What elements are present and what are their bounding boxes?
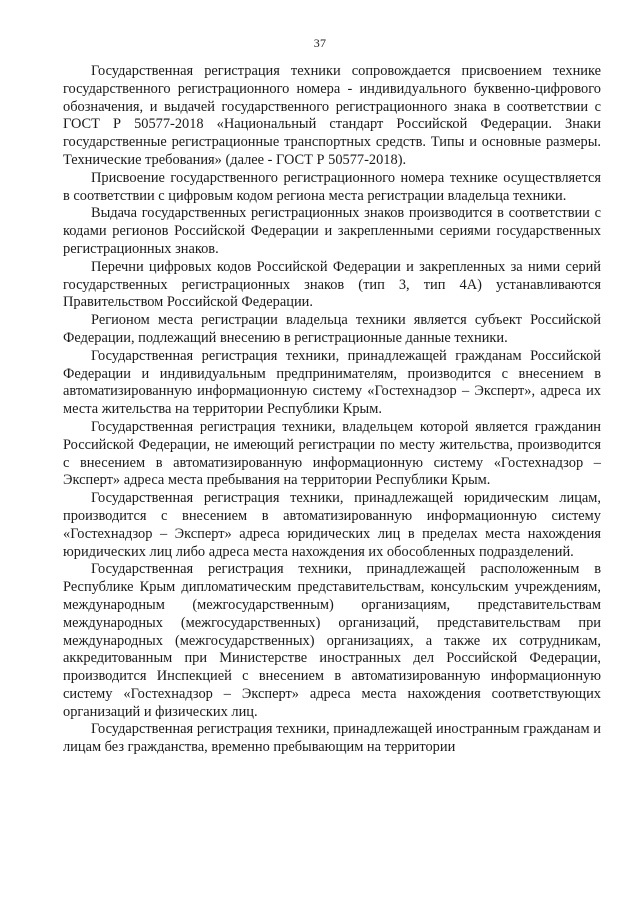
document-body bbox=[63, 63, 601, 757]
paragraph: Государственная регистрация техники, принадлежащей иностранным гражданам и лицам без гражданства, временно пребывающим на территории bbox=[63, 721, 601, 756]
paragraph: Присвоение государственного регистрационного номера технике осуществляется в соответствии с цифровым кодом региона места регистрации владельца техники. bbox=[63, 169, 601, 204]
paragraph: Государственная регистрация техники, принадлежащей гражданам Российской Федерации и индивидуальным предпринимателям, производится с внесением в автоматизированную информационную систему «Гостехнадзор – Эксперт», адреса их места жительства на территории Республики Крым. bbox=[63, 347, 601, 418]
paragraph: Государственная регистрация техники, принадлежащей расположенным в Республике Крым дипломатическим представительствам, консульским учреждениям, международным (межгосударственным) организациям, представительствам международных (межгосударственных) организаций, представительствам при международных (межгосударственных) организациях, а также их сотрудникам, аккредитованным при Министерстве иностранных дел Российской Федерации, производится Инспекцией с внесением в автоматизированную информационную систему «Гостехнадзор – Эксперт» адреса места нахождения соответствующих организаций и физических лиц. bbox=[63, 561, 601, 720]
paragraph: Выдача государственных регистрационных знаков производится в соответствии с кодами регионов Российской Федерации и закрепленными сериями государственных регистрационных знаков. bbox=[63, 205, 601, 257]
paragraph: Государственная регистрация техники, владельцем которой является гражданин Российской Федерации, не имеющий регистрации по месту жительства, производится с внесением в автоматизированную информационную систему «Гостехнадзор – Эксперт» адреса места пребывания на территории Республики Крым. bbox=[63, 418, 601, 489]
paragraph: Государственная регистрация техники сопровождается присвоением технике государственного регистрационного номера - индивидуального буквенно-цифрового обозначения, и выдачей государственного регистрационного знака в соответствии с ГОСТ Р 50577-2018 «Национальный стандарт Российской Федерации. Знаки государственные регистрационные транспортных средств. Типы и основные размеры. Технические требования» (далее - ГОСТ Р 50577-2018). bbox=[63, 63, 601, 168]
page-number: 37 bbox=[313, 36, 327, 50]
paragraph: Регионом места регистрации владельца техники является субъект Российской Федерации, подлежащий внесению в регистрационные данные техники. bbox=[63, 312, 601, 346]
paragraph: Перечни цифровых кодов Российской Федерации и закрепленных за ними серий государственных регистрационных знаков (тип 3, тип 4А) устанавливаются Правительством Российской Федерации. bbox=[63, 258, 601, 311]
paragraph: Государственная регистрация техники, принадлежащей юридическим лицам, производится с внесением в автоматизированную информационную систему «Гостехнадзор – Эксперт» адреса юридических лиц в пределах места нахождения юридических лиц либо адреса места нахождения их обособленных подразделений. bbox=[63, 490, 601, 560]
